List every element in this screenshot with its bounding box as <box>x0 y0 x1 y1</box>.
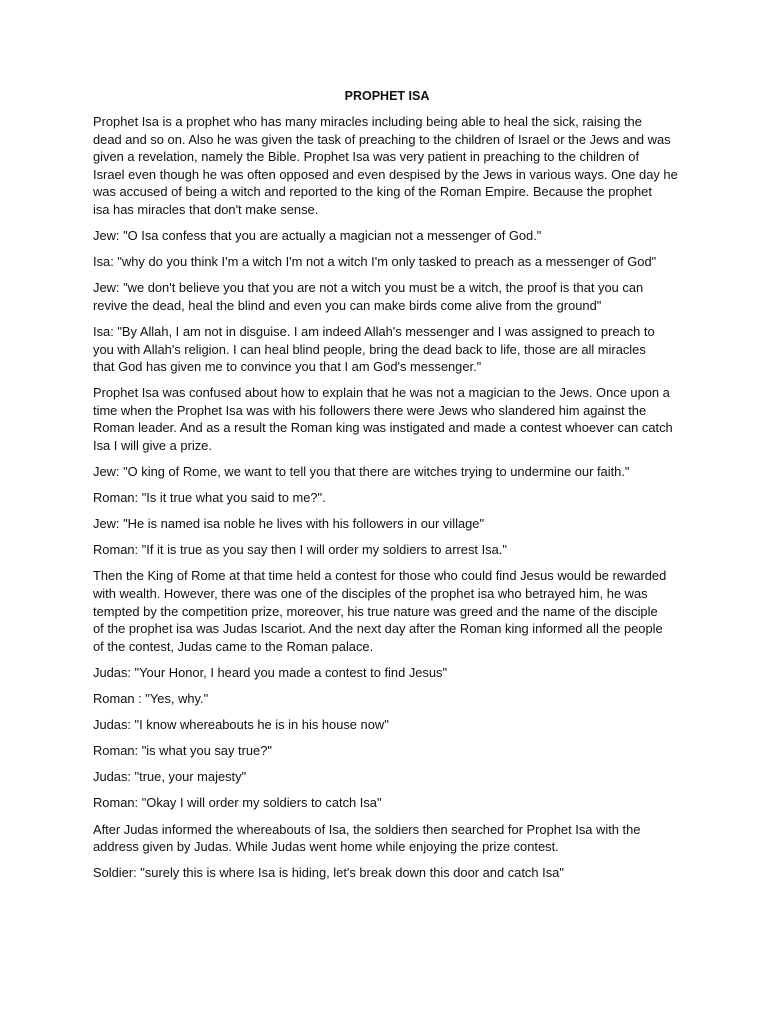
paragraph: Judas: "true, your majesty" <box>93 769 247 785</box>
paragraph: Jew: "He is named isa noble he lives with his followers in our village" <box>93 516 485 532</box>
document-page <box>93 88 681 890</box>
paragraph: Judas: "I know whereabouts he is in his house now" <box>93 717 389 733</box>
paragraph: Judas: "Your Honor, I heard you made a contest to find Jesus" <box>93 664 448 680</box>
paragraph: Isa: "why do you think I'm a witch I'm not a witch I'm only tasked to preach as a messenger of God" <box>93 254 657 270</box>
document-title: PROPHET ISA <box>344 89 430 103</box>
paragraph: Roman: "Is it true what you said to me?". <box>93 490 326 506</box>
paragraph: Roman : "Yes, why." <box>93 691 209 707</box>
paragraph: Roman: "Okay I will order my soldiers to catch Isa" <box>93 795 382 811</box>
paragraph: Roman: "is what you say true?" <box>93 743 272 759</box>
paragraph: Jew: "O Isa confess that you are actually a magician not a messenger of God." <box>93 228 542 244</box>
paragraph: Prophet Isa was confused about how to explain that he was not a magician to the Jews. Once upon a time when the Prophet Isa was with his followers there were Jews who slandered him against the Roman leader. And as a result the Roman king was instigated and made a contest whoever can catch Isa I will give a prize. <box>93 385 673 453</box>
paragraph: Jew: "O king of Rome, we want to tell you that there are witches trying to undermine our faith." <box>93 464 630 480</box>
paragraph: Then the King of Rome at that time held a contest for those who could find Jesus would be rewarded with wealth. However, there was one of the disciples of the prophet isa who betrayed him, he was tempted by the competition prize, moreover, his true nature was greed and the name of the disciple of the prophet isa was Judas Iscariot. And the next day after the Roman king informed all the people of the contest, Judas came to the Roman palace. <box>93 568 667 654</box>
paragraph: Roman: "If it is true as you say then I will order my soldiers to arrest Isa." <box>93 542 507 558</box>
paragraph: Jew: "we don't believe you that you are not a witch you must be a witch, the proof is that you can revive the dead, heal the blind and even you can make birds come alive from the ground" <box>93 280 644 313</box>
paragraph: Soldier: "surely this is where Isa is hiding, let's break down this door and catch Isa" <box>93 865 564 881</box>
paragraph: Prophet Isa is a prophet who has many miracles including being able to heal the sick, raising the dead and so on. Also he was given the task of preaching to the children of Israel or the Jews and was given a revelation, namely the Bible. Prophet Isa was very patient in preaching to the children of Israel even though he was often opposed and even despised by the Jews in various ways. One day he was accused of being a witch and reported to the king of the Roman Empire. Because the prophet isa has miracles that don't make sense. <box>93 114 678 217</box>
paragraph: After Judas informed the whereabouts of Isa, the soldiers then searched for Prophet Isa with the address given by Judas. While Judas went home while enjoying the prize contest. <box>93 821 641 855</box>
paragraph: Isa: "By Allah, I am not in disguise. I am indeed Allah's messenger and I was assigned to preach to you with Allah's religion. I can heal blind people, bring the dead back to life, those are all miracles that God has given me to convince you that I am God's messenger." <box>93 323 655 375</box>
